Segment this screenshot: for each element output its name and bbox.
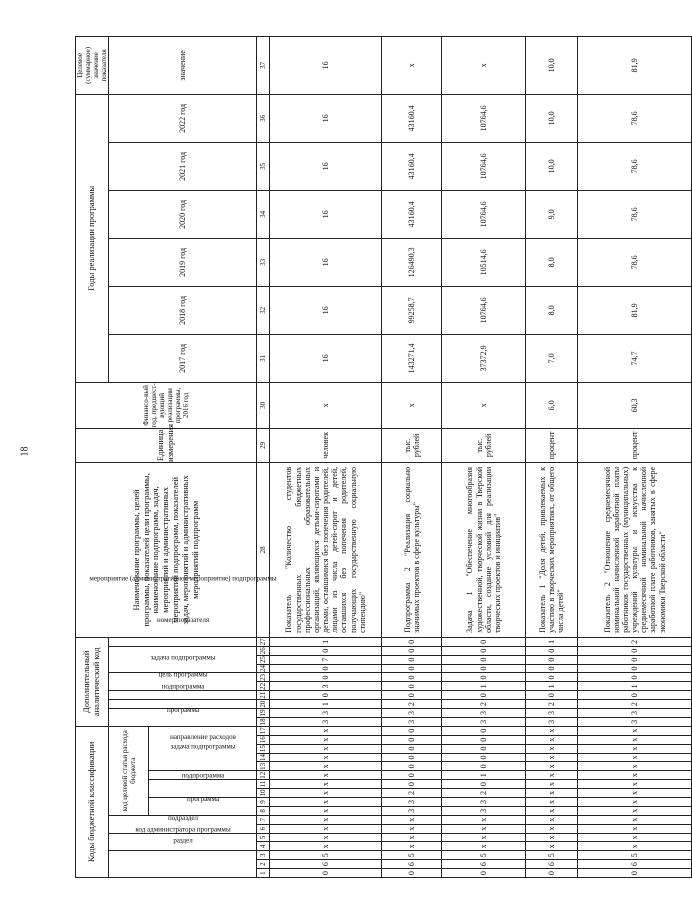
row-name-cell: Задача 1 "Обеспечение многообразия художественной, творческой жизни в Тверской области, создание условий для реализации творческих проектов и инициатив" <box>442 462 526 637</box>
code-digit-cell: 0 <box>526 664 578 673</box>
year-value-cell: 7,0 <box>526 334 578 382</box>
code-digit-cell: 0 <box>270 691 382 700</box>
base-year-header: Финансо-вый год, предшест-вующий реализации программы, 2016 год <box>76 382 257 428</box>
code-digit-cell: 0 <box>442 673 526 682</box>
code-digit-cell: 0 <box>382 726 442 735</box>
code-digit-cell: x <box>382 833 442 842</box>
col-number: 31 <box>257 334 270 382</box>
code-digit-cell: 2 <box>442 789 526 798</box>
base-year-cell: x <box>442 382 526 428</box>
base-year-cell: x <box>382 382 442 428</box>
name-column-header: Наименование программы, целей программы, показателей цели программы, наименование подпрограмм, задач, мероприятий и административных мероприятий подпрограмм, показателей задач, мероприятий и административных мероприятий подпрограмм <box>76 462 257 637</box>
code-digit-cell: 0 <box>382 744 442 753</box>
col-number: 9 <box>257 797 270 806</box>
year-2018-header: 2018 год <box>109 286 257 334</box>
code-digit-cell: 0 <box>442 691 526 700</box>
code-digit-cell: 3 <box>442 797 526 806</box>
code-digit-cell: 0 <box>382 655 442 664</box>
row-name-cell: Показатель 2 "Отношение среднемесячной номинальной начисленной заработной платы работников государственных (муниципальных) учреждений культуры и искусства к среднемесячной номинальной начисленной заработной плате работников, занятых в сфере экономики Тверской области" <box>578 462 692 637</box>
col-number: 2 <box>257 860 270 869</box>
col-number: 28 <box>257 462 270 637</box>
subprogram-header: подпрограмма <box>149 780 257 798</box>
code-digit-cell: 3 <box>382 709 442 718</box>
year-value-cell: 43160,4 <box>382 142 442 190</box>
year-value-cell: 10,0 <box>526 94 578 142</box>
code-digit-cell: x <box>526 806 578 815</box>
add-program-goal-header: цель программы <box>109 691 257 700</box>
code-digit-cell: 0 <box>382 735 442 744</box>
code-digit-cell: 0 <box>526 655 578 664</box>
code-digit-cell: x <box>270 806 382 815</box>
code-digit-cell: 1 <box>526 637 578 646</box>
target-value-cell: 81,9 <box>578 36 692 94</box>
code-digit-cell: x <box>578 753 692 762</box>
year-value-cell: 10764,6 <box>442 94 526 142</box>
col-number: 15 <box>257 744 270 753</box>
unit-cell: процент <box>578 428 692 462</box>
code-digit-cell: x <box>382 842 442 851</box>
target-value-cell: x <box>442 36 526 94</box>
code-digit-cell: 3 <box>382 797 442 806</box>
col-number: 16 <box>257 735 270 744</box>
col-number: 4 <box>257 842 270 851</box>
code-digit-cell: 5 <box>578 851 692 860</box>
col-number: 5 <box>257 833 270 842</box>
year-2021-header: 2021 год <box>109 142 257 190</box>
code-digit-cell: x <box>270 824 382 833</box>
code-digit-cell: x <box>578 771 692 780</box>
code-digit-cell: x <box>382 815 442 824</box>
code-digit-cell: x <box>270 726 382 735</box>
target-code-header: код целевой статьи расхода бюджета <box>109 726 149 815</box>
unit-cell: тыс. рублей <box>442 428 526 462</box>
code-digit-cell: x <box>526 744 578 753</box>
code-digit-cell: x <box>270 833 382 842</box>
col-number: 32 <box>257 286 270 334</box>
code-digit-cell: 0 <box>382 646 442 655</box>
year-value-cell: 78,6 <box>578 190 692 238</box>
code-digit-cell: 0 <box>442 664 526 673</box>
code-digit-cell: 3 <box>382 717 442 726</box>
code-digit-cell: 0 <box>382 869 442 878</box>
code-digit-cell: 1 <box>442 771 526 780</box>
code-digit-cell: 0 <box>270 869 382 878</box>
code-digit-cell: x <box>526 789 578 798</box>
col-number: 33 <box>257 238 270 286</box>
code-digit-cell: 6 <box>270 860 382 869</box>
code-digit-cell: x <box>526 833 578 842</box>
year-value-cell: 16 <box>270 334 382 382</box>
code-digit-cell: 0 <box>270 646 382 655</box>
admin-code-header: код администратора программы <box>109 851 257 878</box>
col-number: 12 <box>257 771 270 780</box>
code-digit-cell: x <box>578 797 692 806</box>
table-row <box>442 36 526 877</box>
col-number: 21 <box>257 691 270 700</box>
code-digit-cell: 0 <box>526 869 578 878</box>
code-digit-cell: x <box>270 762 382 771</box>
data-rows <box>270 36 692 877</box>
year-value-cell: 16 <box>270 190 382 238</box>
col-number: 10 <box>257 789 270 798</box>
table-row <box>578 36 692 877</box>
col-number: 37 <box>257 36 270 94</box>
year-value-cell: 16 <box>270 238 382 286</box>
code-digit-cell: 2 <box>526 700 578 709</box>
code-digit-cell: 0 <box>526 673 578 682</box>
add-activity-header: мероприятие (административное мероприятие) подпрограммы <box>109 646 257 673</box>
code-digit-cell: 1 <box>270 637 382 646</box>
year-2019-header: 2019 год <box>109 238 257 286</box>
code-digit-cell: 5 <box>382 851 442 860</box>
code-digit-cell: 3 <box>442 709 526 718</box>
rotated-table-container <box>75 38 667 878</box>
program-header: программа <box>149 797 257 815</box>
code-digit-cell: x <box>578 780 692 789</box>
year-value-cell: 8,0 <box>526 238 578 286</box>
code-digit-cell: 3 <box>526 717 578 726</box>
col-number: 29 <box>257 428 270 462</box>
code-digit-cell: x <box>270 771 382 780</box>
year-value-cell: 16 <box>270 286 382 334</box>
unit-cell: человек <box>270 428 382 462</box>
year-value-cell: 74,7 <box>578 334 692 382</box>
code-digit-cell: 0 <box>526 691 578 700</box>
col-number: 3 <box>257 851 270 860</box>
code-digit-cell: x <box>270 744 382 753</box>
code-digit-cell: 6 <box>382 860 442 869</box>
col-number: 8 <box>257 806 270 815</box>
code-digit-cell: 0 <box>578 646 692 655</box>
code-digit-cell: 3 <box>442 806 526 815</box>
col-number: 23 <box>257 673 270 682</box>
code-digit-cell: 1 <box>442 682 526 691</box>
expense-direction-header: направление расходов <box>149 726 257 770</box>
col-number: 30 <box>257 382 270 428</box>
year-value-cell: 78,6 <box>578 142 692 190</box>
code-digit-cell: 3 <box>270 709 382 718</box>
col-number: 27 <box>257 637 270 646</box>
row-name-cell: Подпрограмма 2 "Реализация социально значимых проектов в сфере культуры" <box>382 462 442 637</box>
target-value-cell: 16 <box>270 36 382 94</box>
code-digit-cell: 0 <box>442 726 526 735</box>
code-digit-cell: 0 <box>442 744 526 753</box>
base-year-cell: 60,3 <box>578 382 692 428</box>
code-digit-cell: 0 <box>442 762 526 771</box>
code-digit-cell: x <box>578 824 692 833</box>
year-value-cell: 16 <box>270 94 382 142</box>
years-group-header: Годы реализации программы <box>76 94 109 382</box>
code-digit-cell: x <box>526 842 578 851</box>
year-value-cell: 126490,3 <box>382 238 442 286</box>
code-digit-cell: 0 <box>442 780 526 789</box>
col-number: 24 <box>257 664 270 673</box>
code-digit-cell: 0 <box>382 762 442 771</box>
code-digit-cell: 0 <box>442 869 526 878</box>
year-value-cell: 43160,4 <box>382 94 442 142</box>
program-indicators-table <box>75 36 692 878</box>
code-digit-cell: 3 <box>270 717 382 726</box>
code-digit-cell: 0 <box>382 682 442 691</box>
col-number: 36 <box>257 94 270 142</box>
code-digit-cell: 0 <box>382 753 442 762</box>
code-digit-cell: x <box>382 824 442 833</box>
code-digit-cell: x <box>270 815 382 824</box>
year-value-cell: 10764,6 <box>442 286 526 334</box>
code-digit-cell: 6 <box>442 860 526 869</box>
code-digit-cell: x <box>442 815 526 824</box>
code-digit-cell: x <box>270 735 382 744</box>
code-digit-cell: x <box>442 833 526 842</box>
col-number: 19 <box>257 709 270 718</box>
year-value-cell: 99258,7 <box>382 286 442 334</box>
year-2022-header: 2022 год <box>109 94 257 142</box>
code-digit-cell: 0 <box>382 664 442 673</box>
col-number: 14 <box>257 753 270 762</box>
code-digit-cell: 0 <box>382 771 442 780</box>
code-digit-cell: 3 <box>382 806 442 815</box>
table-row <box>270 36 382 877</box>
code-digit-cell: x <box>578 744 692 753</box>
code-digit-cell: 3 <box>270 682 382 691</box>
code-digit-cell: 5 <box>442 851 526 860</box>
year-value-cell: 10764,6 <box>442 190 526 238</box>
code-digit-cell: x <box>526 753 578 762</box>
base-year-cell: 6,0 <box>526 382 578 428</box>
col-number: 35 <box>257 142 270 190</box>
col-number: 7 <box>257 815 270 824</box>
code-digit-cell: 0 <box>442 646 526 655</box>
code-digit-cell: 2 <box>578 637 692 646</box>
code-digit-cell: 3 <box>578 717 692 726</box>
unit-cell: тыс. рублей <box>382 428 442 462</box>
target-value-group-header: Целевое (суммарное) значение показателя <box>76 36 109 94</box>
code-digit-cell: 5 <box>526 851 578 860</box>
year-2020-header: 2020 год <box>109 190 257 238</box>
table-row <box>526 36 578 877</box>
code-digit-cell: x <box>578 833 692 842</box>
year-value-cell: 43160,4 <box>382 190 442 238</box>
code-digit-cell: 3 <box>442 717 526 726</box>
add-program-header: программа <box>109 709 257 727</box>
code-digit-cell: 0 <box>442 655 526 664</box>
col-number: 1 <box>257 869 270 878</box>
code-digit-cell: 0 <box>382 691 442 700</box>
year-value-cell: 9,0 <box>526 190 578 238</box>
year-value-cell: 10,0 <box>526 142 578 190</box>
code-digit-cell: x <box>270 789 382 798</box>
code-digit-cell: 2 <box>578 700 692 709</box>
target-value-cell: 10,0 <box>526 36 578 94</box>
year-value-cell: 10514,6 <box>442 238 526 286</box>
col-number: 13 <box>257 762 270 771</box>
col-number: 26 <box>257 646 270 655</box>
code-digit-cell: 0 <box>578 869 692 878</box>
unit-cell: процент <box>526 428 578 462</box>
col-number: 6 <box>257 824 270 833</box>
code-digit-cell: 0 <box>578 673 692 682</box>
code-digit-cell: 3 <box>578 709 692 718</box>
code-digit-cell: x <box>578 762 692 771</box>
code-digit-cell: 0 <box>442 637 526 646</box>
code-digit-cell: 1 <box>270 700 382 709</box>
year-value-cell: 78,6 <box>578 238 692 286</box>
code-digit-cell: x <box>578 806 692 815</box>
year-value-cell: 16 <box>270 142 382 190</box>
code-digit-cell: 0 <box>578 664 692 673</box>
code-digit-cell: x <box>526 771 578 780</box>
code-digit-cell: 3 <box>526 709 578 718</box>
code-digit-cell: x <box>578 789 692 798</box>
code-digit-cell: 2 <box>382 789 442 798</box>
column-numbers-row <box>257 36 270 877</box>
code-digit-cell: 0 <box>270 673 382 682</box>
section-header: раздел <box>109 833 257 851</box>
code-digit-cell: x <box>270 797 382 806</box>
code-digit-cell: 0 <box>382 780 442 789</box>
code-digit-cell: 7 <box>270 655 382 664</box>
code-digit-cell: x <box>526 824 578 833</box>
target-value-header: значение <box>109 36 257 94</box>
code-digit-cell: x <box>270 842 382 851</box>
code-digit-cell: 0 <box>526 646 578 655</box>
target-value-cell: x <box>382 36 442 94</box>
page-number: 18 <box>19 446 31 457</box>
code-digit-cell: x <box>578 726 692 735</box>
table-row <box>382 36 442 877</box>
unit-header: Единица измерения <box>76 428 257 462</box>
code-digit-cell: 0 <box>578 655 692 664</box>
base-year-cell: x <box>270 382 382 428</box>
code-digit-cell: 5 <box>270 851 382 860</box>
year-value-cell: 143271,4 <box>382 334 442 382</box>
code-digit-cell: x <box>270 753 382 762</box>
add-subprogram-task-header: задача подпрограммы <box>109 673 257 691</box>
add-indicator-number-header: номер показателя <box>109 637 257 646</box>
year-value-cell: 37372,9 <box>442 334 526 382</box>
code-digit-cell: x <box>526 797 578 806</box>
subprogram-task-header: задача подпрограммы <box>149 771 257 780</box>
code-digit-cell: 0 <box>270 664 382 673</box>
code-digit-cell: 0 <box>442 753 526 762</box>
year-2017-header: 2017 год <box>109 334 257 382</box>
code-digit-cell: 0 <box>442 735 526 744</box>
code-digit-cell: x <box>526 735 578 744</box>
code-digit-cell: 2 <box>382 700 442 709</box>
code-digit-cell: 6 <box>526 860 578 869</box>
code-digit-cell: x <box>578 842 692 851</box>
budget-codes-header: Коды бюджетной классификации <box>76 726 109 877</box>
code-digit-cell: x <box>578 735 692 744</box>
code-digit-cell: x <box>526 762 578 771</box>
row-name-cell: Показатель 1 "Доля детей, привлекаемых к участию в творческих мероприятиях, от общего числа детей" <box>526 462 578 637</box>
year-value-cell: 10764,6 <box>442 142 526 190</box>
code-digit-cell: x <box>442 842 526 851</box>
additional-code-header: Дополнительный аналитический код <box>76 637 109 726</box>
code-digit-cell: x <box>270 780 382 789</box>
code-digit-cell: 1 <box>526 682 578 691</box>
subsection-header: подраздел <box>109 815 257 833</box>
code-digit-cell: 0 <box>578 691 692 700</box>
code-digit-cell: 1 <box>578 682 692 691</box>
row-name-cell: Показатель "Количество студентов государственных бюджетных профессиональных образовательных организаций, являющихся детьми-сиротами и детьми, оставшимися без попечения родителей, лицами из числа детей-сирот и детей, оставшихся без попечения родителей, получающих государственную социальную стипендию" <box>270 462 382 637</box>
code-digit-cell: x <box>526 726 578 735</box>
code-digit-cell: x <box>442 824 526 833</box>
code-digit-cell: x <box>526 780 578 789</box>
col-number: 18 <box>257 717 270 726</box>
code-digit-cell: x <box>526 815 578 824</box>
col-number: 11 <box>257 780 270 789</box>
col-number: 17 <box>257 726 270 735</box>
col-number: 20 <box>257 700 270 709</box>
add-subprogram-header: подпрограмма <box>109 700 257 709</box>
year-value-cell: 8,0 <box>526 286 578 334</box>
col-number: 25 <box>257 655 270 664</box>
code-digit-cell: 2 <box>442 700 526 709</box>
col-number: 34 <box>257 190 270 238</box>
code-digit-cell: x <box>578 815 692 824</box>
col-number: 22 <box>257 682 270 691</box>
year-value-cell: 78,6 <box>578 94 692 142</box>
code-digit-cell: 6 <box>578 860 692 869</box>
code-digit-cell: 0 <box>382 673 442 682</box>
code-digit-cell: 0 <box>382 637 442 646</box>
year-value-cell: 81,9 <box>578 286 692 334</box>
